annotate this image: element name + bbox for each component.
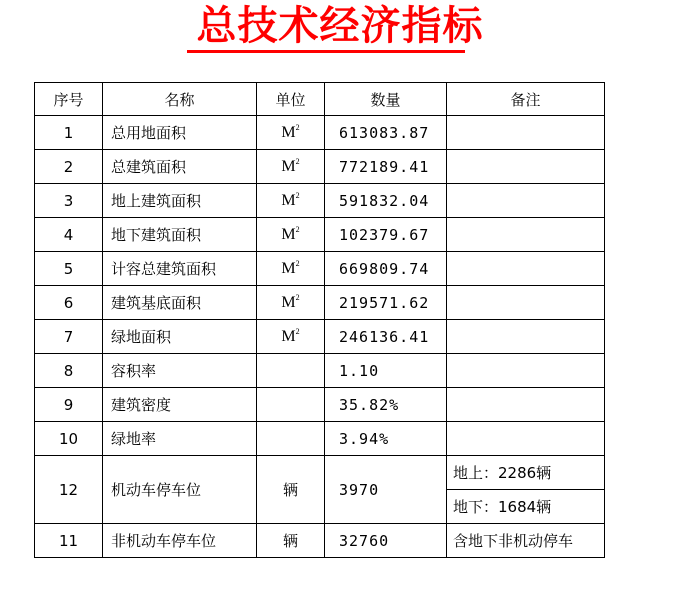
row-name: 绿地面积 <box>103 320 257 354</box>
table-row <box>35 150 605 184</box>
row-no: 8 <box>35 354 103 388</box>
row-unit <box>257 184 325 218</box>
row-unit <box>257 252 325 286</box>
row-no: 9 <box>35 388 103 422</box>
square-meter-unit: $M^2$ <box>281 327 300 345</box>
row-no: 11 <box>35 524 103 558</box>
row-no: 6 <box>35 286 103 320</box>
row-no: 7 <box>35 320 103 354</box>
table-row <box>35 354 605 388</box>
header-qty: 数量 <box>325 83 447 116</box>
row-unit <box>257 320 325 354</box>
row-no: 2 <box>35 150 103 184</box>
row-qty: 591832.04 <box>325 184 447 218</box>
header-unit: 单位 <box>257 83 325 116</box>
row-qty: 772189.41 <box>325 150 447 184</box>
header-name: 名称 <box>103 83 257 116</box>
row-note <box>447 388 605 422</box>
header-row <box>35 83 605 116</box>
table-row <box>35 218 605 252</box>
square-meter-unit: $M^2$ <box>281 157 300 175</box>
row-qty: 3970 <box>325 456 447 524</box>
row-no: 3 <box>35 184 103 218</box>
row-unit: 辆 <box>257 524 325 558</box>
row-unit <box>257 218 325 252</box>
page-title: 总技术经济指标 <box>196 3 484 49</box>
row-note <box>447 354 605 388</box>
square-meter-unit: $M^2$ <box>281 259 300 277</box>
row-no: 4 <box>35 218 103 252</box>
row-name: 计容总建筑面积 <box>103 252 257 286</box>
row-qty: 32760 <box>325 524 447 558</box>
table-row-motor-parking <box>35 456 605 490</box>
row-unit <box>257 388 325 422</box>
table-row <box>35 252 605 286</box>
row-note <box>447 422 605 456</box>
square-meter-unit: $M^2$ <box>281 225 300 243</box>
row-name: 机动车停车位 <box>103 456 257 524</box>
row-note-above-ground: 地上：2286辆 <box>447 456 605 490</box>
row-note <box>447 184 605 218</box>
row-name: 非机动车停车位 <box>103 524 257 558</box>
row-qty: 3.94% <box>325 422 447 456</box>
row-note: 含地下非机动停车 <box>447 524 605 558</box>
table-row <box>35 184 605 218</box>
row-note <box>447 320 605 354</box>
row-qty: 219571.62 <box>325 286 447 320</box>
row-no: 10 <box>35 422 103 456</box>
row-note <box>447 252 605 286</box>
table-row <box>35 320 605 354</box>
square-meter-unit: $M^2$ <box>281 293 300 311</box>
row-no: 5 <box>35 252 103 286</box>
header-no: 序号 <box>35 83 103 116</box>
row-qty: 669809.74 <box>325 252 447 286</box>
row-note <box>447 116 605 150</box>
square-meter-unit: $M^2$ <box>281 191 300 209</box>
row-qty: 35.82% <box>325 388 447 422</box>
title-underline <box>187 50 465 53</box>
row-qty: 246136.41 <box>325 320 447 354</box>
table-row <box>35 388 605 422</box>
row-unit <box>257 150 325 184</box>
row-unit <box>257 422 325 456</box>
row-name: 绿地率 <box>103 422 257 456</box>
row-qty: 613083.87 <box>325 116 447 150</box>
header-note: 备注 <box>447 83 605 116</box>
row-unit <box>257 116 325 150</box>
table-row <box>35 286 605 320</box>
row-name: 总建筑面积 <box>103 150 257 184</box>
row-qty: 1.10 <box>325 354 447 388</box>
row-name: 建筑密度 <box>103 388 257 422</box>
row-unit: 辆 <box>257 456 325 524</box>
table-row <box>35 116 605 150</box>
row-no: 1 <box>35 116 103 150</box>
row-name: 建筑基底面积 <box>103 286 257 320</box>
square-meter-unit: $M^2$ <box>281 123 300 141</box>
metrics-table <box>34 82 605 558</box>
row-name: 容积率 <box>103 354 257 388</box>
row-note <box>447 218 605 252</box>
row-qty: 102379.67 <box>325 218 447 252</box>
row-name: 总用地面积 <box>103 116 257 150</box>
row-note <box>447 286 605 320</box>
row-name: 地上建筑面积 <box>103 184 257 218</box>
row-note-below-ground: 地下：1684辆 <box>447 490 605 524</box>
row-unit <box>257 354 325 388</box>
table-row-nonmotor-parking <box>35 524 605 558</box>
row-name: 地下建筑面积 <box>103 218 257 252</box>
row-unit <box>257 286 325 320</box>
row-note <box>447 150 605 184</box>
row-no: 12 <box>35 456 103 524</box>
table-row <box>35 422 605 456</box>
